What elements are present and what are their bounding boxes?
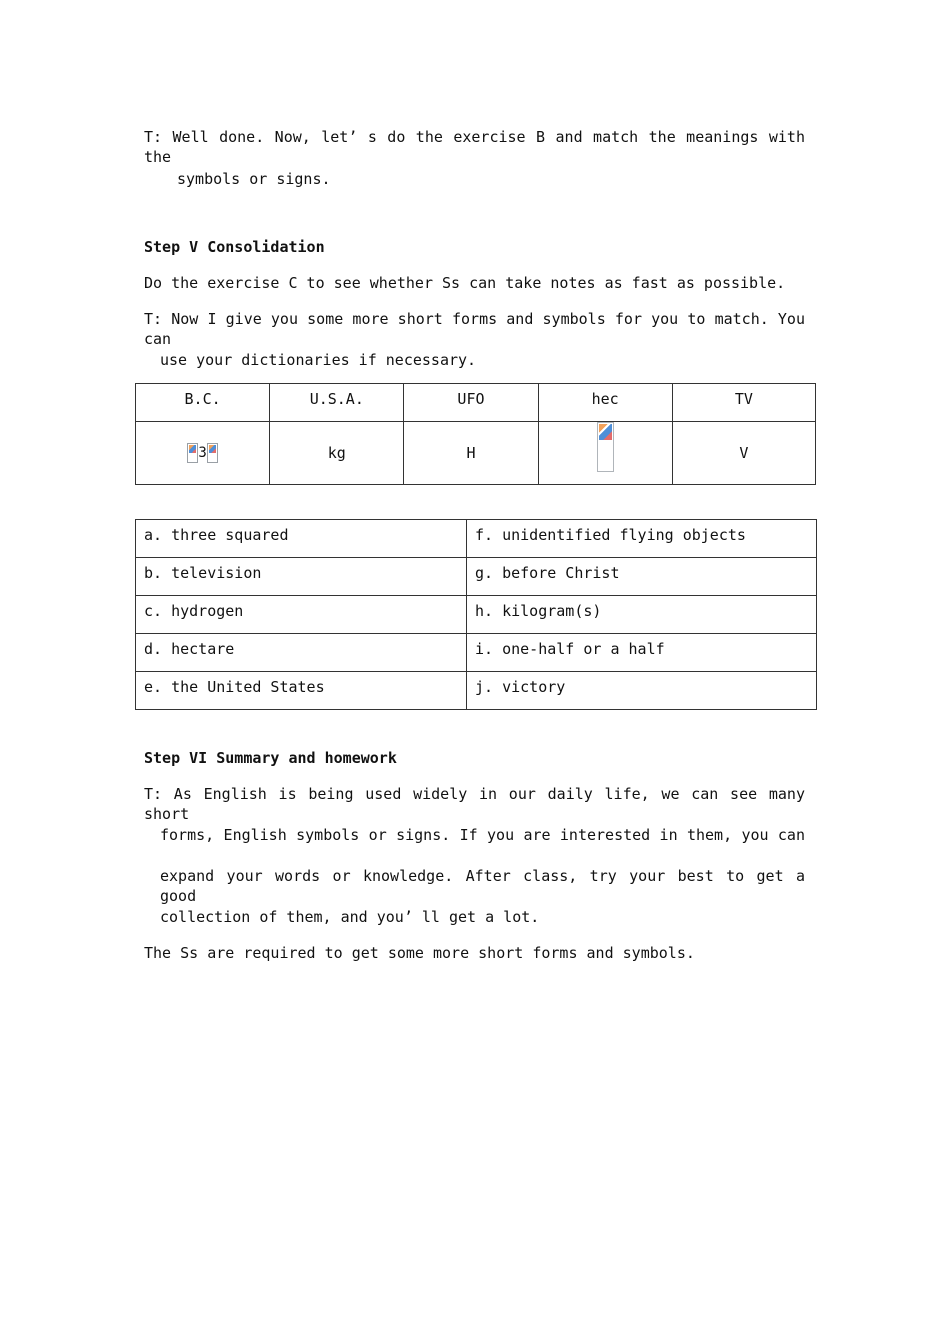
header-cell: TV xyxy=(672,384,815,422)
table-row xyxy=(136,672,817,710)
step5-heading: Step V Consolidation xyxy=(144,238,325,256)
step6-line-1: T: As English is being used widely in our daily life, we can see many short xyxy=(144,785,805,823)
meaning-cell: e. the United States xyxy=(136,672,467,710)
table-row xyxy=(136,558,817,596)
step6-line-5: The Ss are required to get some more short forms and symbols. xyxy=(144,944,695,962)
meaning-cell: j. victory xyxy=(467,672,817,710)
meaning-cell: g. before Christ xyxy=(467,558,817,596)
symbols-row xyxy=(136,422,816,485)
step5-line-3: use your dictionaries if necessary. xyxy=(160,351,477,369)
symbol-cell: V xyxy=(672,422,815,485)
meaning-cell: f. unidentified flying objects xyxy=(467,520,817,558)
broken-image-icon xyxy=(597,422,614,472)
symbol-text: 3 xyxy=(198,445,207,461)
header-cell: U.S.A. xyxy=(270,384,404,422)
step6-heading: Step VI Summary and homework xyxy=(144,749,397,767)
table-row xyxy=(136,634,817,672)
intro-line-2: symbols or signs. xyxy=(177,170,331,188)
header-cell: B.C. xyxy=(136,384,270,422)
step6-line-3: expand your words or knowledge. After class, try your best to get a good xyxy=(160,867,805,905)
meaning-cell: i. one-half or a half xyxy=(467,634,817,672)
table-row xyxy=(136,520,817,558)
broken-image-icon xyxy=(207,443,218,463)
symbols-table xyxy=(135,383,816,485)
step6-line-2: forms, English symbols or signs. If you are interested in them, you can xyxy=(160,826,805,844)
header-cell: hec xyxy=(538,384,672,422)
meaning-cell: b. television xyxy=(136,558,467,596)
symbols-header-row xyxy=(136,384,816,422)
step5-line-2: T: Now I give you some more short forms and symbols for you to match. You can xyxy=(144,310,805,348)
meaning-cell: d. hectare xyxy=(136,634,467,672)
symbol-cell-image xyxy=(538,422,672,485)
intro-line-1: T: Well done. Now, let’ s do the exercise B and match the meanings with the xyxy=(144,128,805,166)
symbol-cell: kg xyxy=(270,422,404,485)
symbol-cell-squared xyxy=(136,422,270,485)
header-cell: UFO xyxy=(404,384,538,422)
step5-line-1: Do the exercise C to see whether Ss can take notes as fast as possible. xyxy=(144,274,786,292)
broken-image-icon xyxy=(187,443,198,463)
meanings-table xyxy=(135,519,817,710)
meaning-cell: c. hydrogen xyxy=(136,596,467,634)
meaning-cell: a. three squared xyxy=(136,520,467,558)
meaning-cell: h. kilogram(s) xyxy=(467,596,817,634)
table-row xyxy=(136,596,817,634)
step6-line-4: collection of them, and you’ ll get a lot. xyxy=(160,908,540,926)
symbol-cell: H xyxy=(404,422,538,485)
